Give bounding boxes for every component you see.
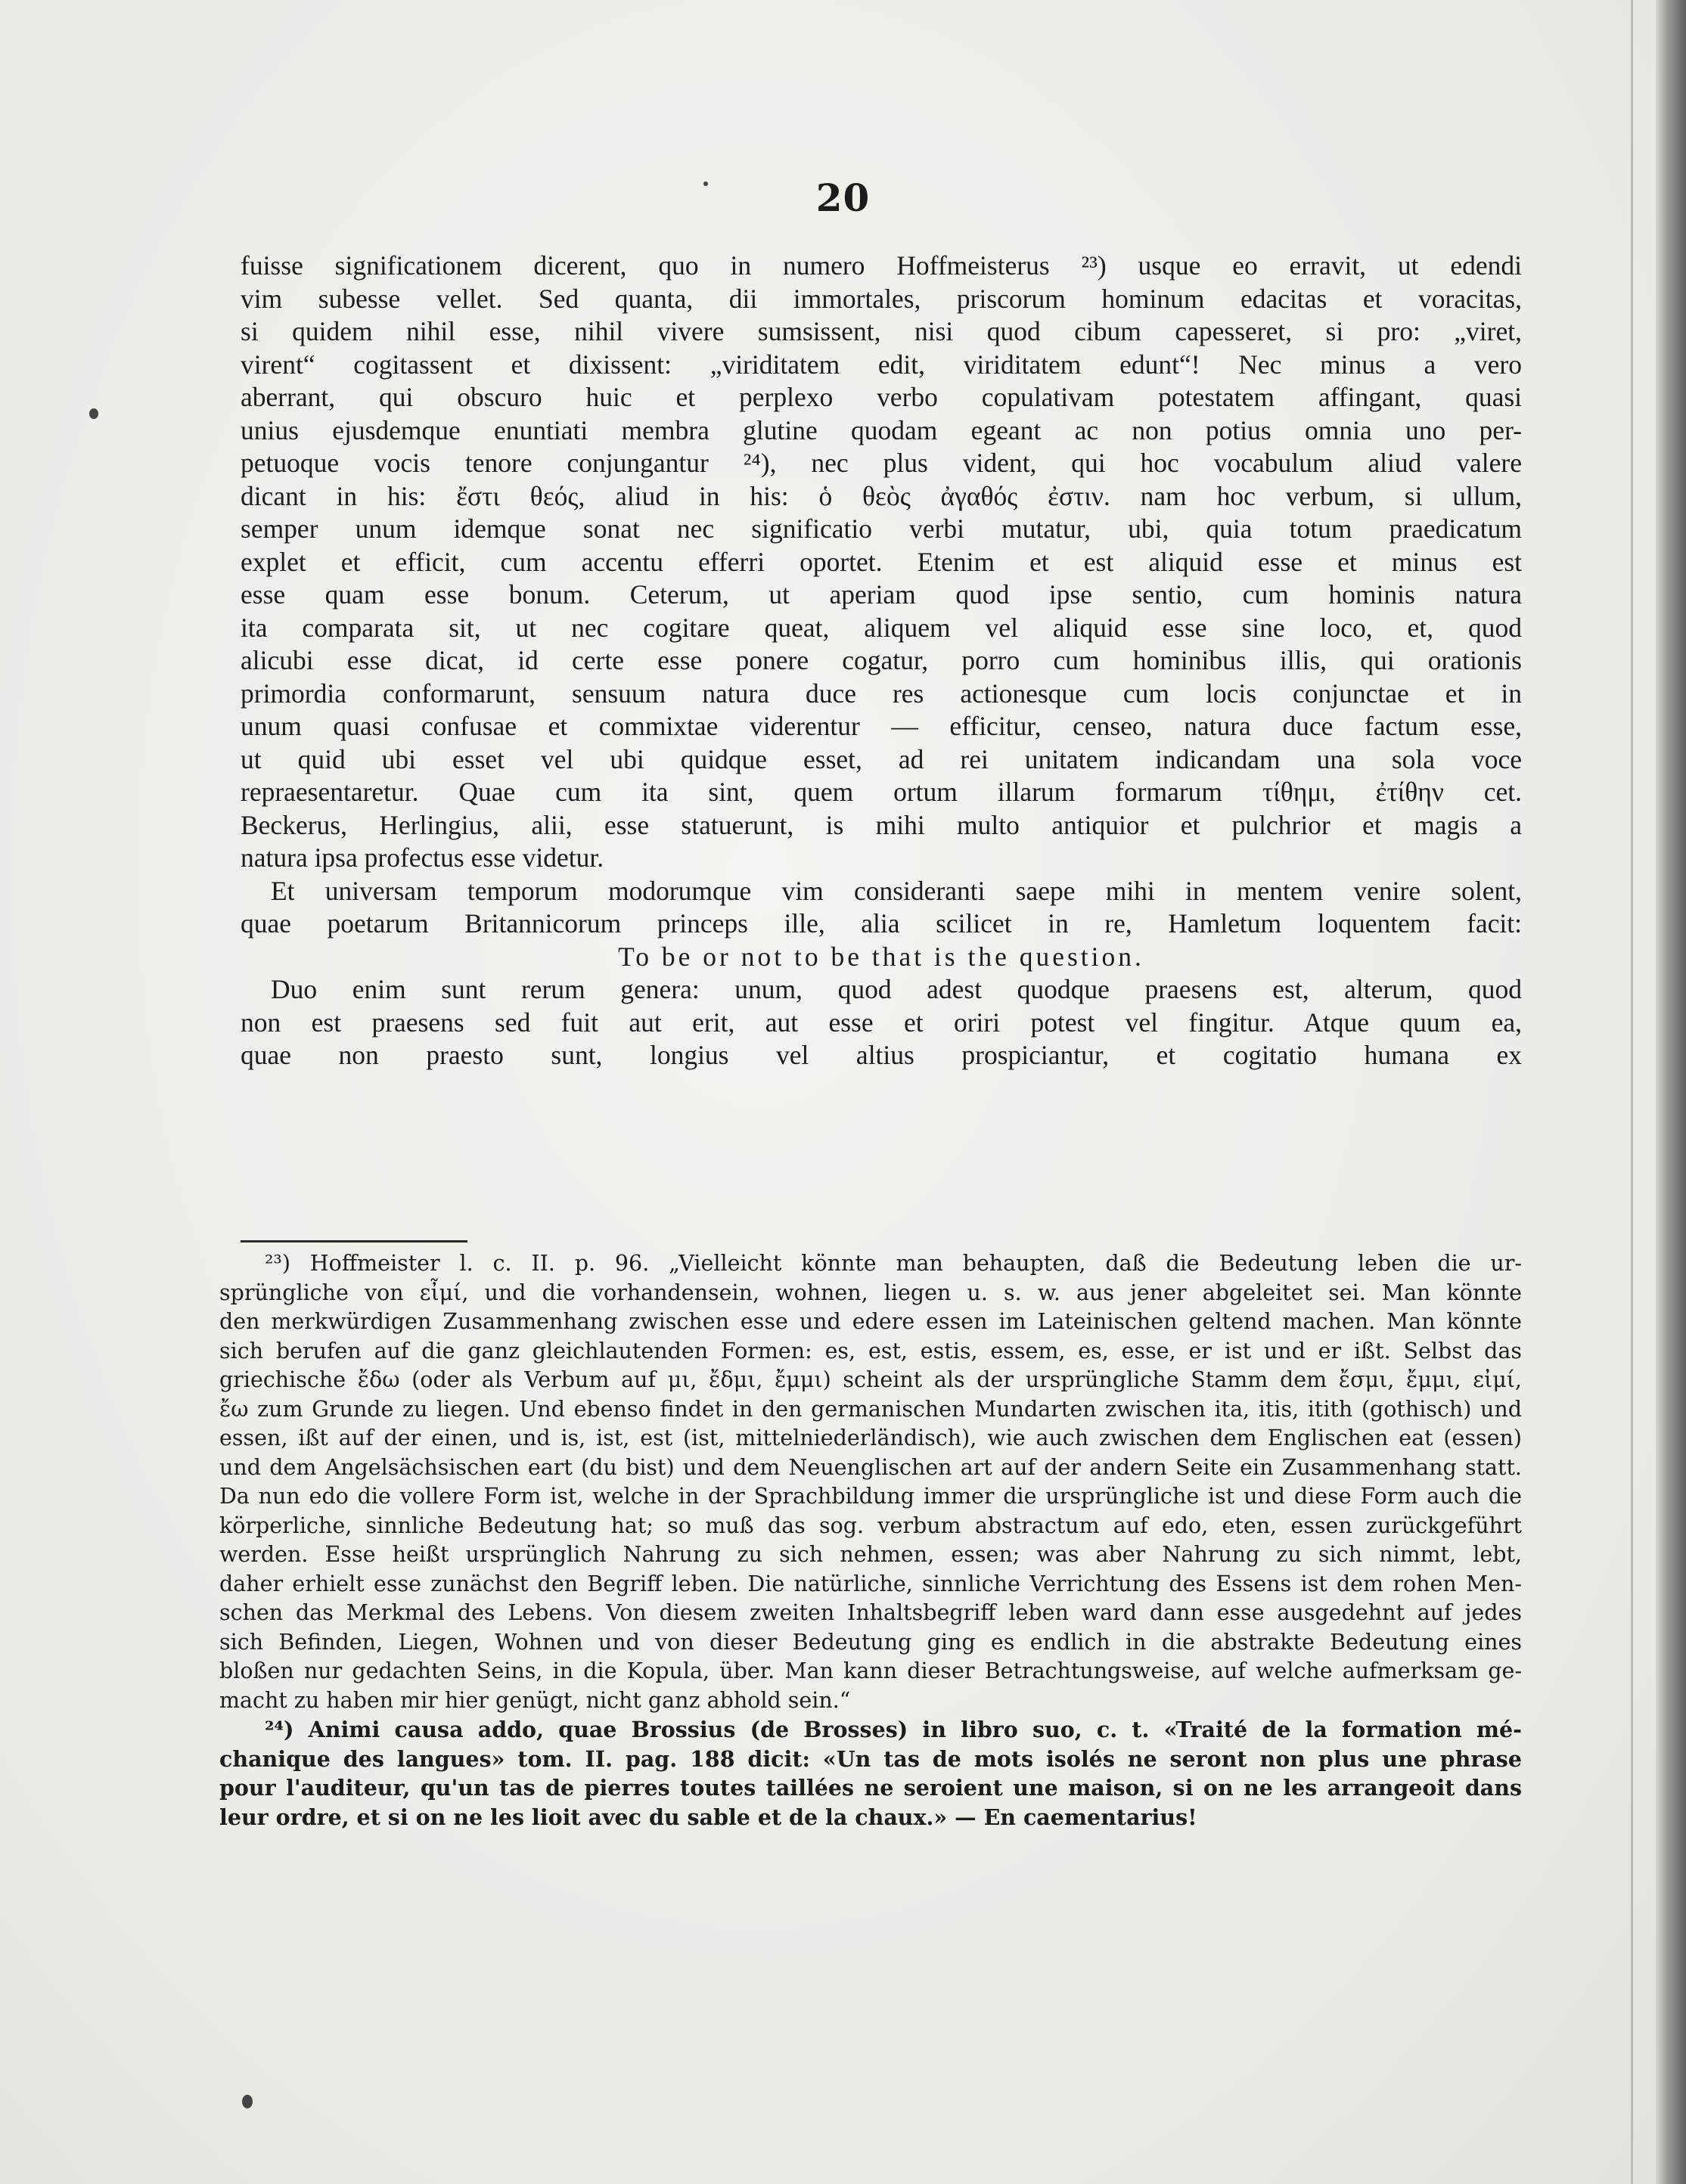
page-fold-line [1631, 0, 1633, 2184]
footnote-23-line-8: und dem Angelsächsischen eart (du bist) und dem Neuenglischen art auf der andern Seite ein Zusammenhang statt. [219, 1454, 1522, 1480]
main-line-18: Beckerus, Herlingius, alii, esse statuerunt, is mihi multo antiquior et pulchrior et magis a [241, 809, 1522, 840]
footnote-24-line-1: ²⁴) Animi causa addo, quae Brossius (de Brosses) in libro suo, c. t. «Traité de la formation mé- [265, 1717, 1522, 1742]
main-line-21: quae poetarum Britannicorum princeps ille, alia scilicet in re, Hamletum loquentem facit: [241, 908, 1522, 938]
page-number: 20 [815, 175, 871, 220]
main-line-1: fuisse significationem dicerent, quo in numero Hoffmeisterus ²³) usque eo erravit, ut edendi [241, 250, 1522, 281]
paper-speck [703, 181, 708, 186]
footnote-23-line-4: sich berufen auf die ganz gleichlautenden Formen: es, est, estis, essem, es, esse, er ist und er ißt. Selbst das [219, 1338, 1522, 1363]
main-line-20: Et universam temporum modorumque vim consideranti saepe mihi in mentem venire solent, [271, 875, 1522, 906]
footnote-23-line-10: körperliche, sinnliche Bedeutung hat; so muß das sog. verbum abstractum auf edo, eten, essen zurückgeführt [219, 1512, 1522, 1538]
footnote-23-line-11: werden. Esse heißt ursprünglich Nahrung zu sich nehmen, essen; was aber Nahrung zu sich nimmt, lebt, [219, 1542, 1522, 1567]
paper-speck [89, 408, 98, 419]
main-line-5: aberrant, qui obscuro huic et perplexo verbo copulativam potestatem affingant, quasi [241, 382, 1522, 412]
footnote-23-line-14: sich Befinden, Liegen, Wohnen und von dieser Bedeutung ging es endlich in die abstrakte Bedeutung eines [219, 1629, 1522, 1655]
main-text-block [241, 250, 1522, 1072]
footnote-24-line-4: leur ordre, et si on ne les lioit avec du sable et de la chaux.» — En caementarius! [219, 1804, 1197, 1830]
footnote-23-line-9: Da nun edo die vollere Form ist, welche in der Sprachbildung immer die ursprüngliche ist und diese Form auch die [219, 1484, 1522, 1509]
main-line-24: non est praesens sed fuit aut erit, aut esse et oriri potest vel fingitur. Atque quum ea, [241, 1007, 1522, 1038]
main-line-3: si quidem nihil esse, nihil vivere sumsissent, nisi quod cibum capesseret, si pro: „viret, [241, 316, 1522, 346]
footnote-23-line-5: griechische ἔδω (oder als Verbum auf μι, ἔδμι, ἔμμι) scheint als der ursprüngliche Stamm dem ἔσμι, ἔμμι, εἰμί, [219, 1367, 1522, 1392]
footnote-separator-rule [241, 1240, 467, 1242]
main-line-10: explet et efficit, cum accentu efferri oportet. Etenim et est aliquid esse et minus est [241, 546, 1522, 577]
footnote-23-line-12: daher erhielt esse zunächst den Begriff leben. Die natürliche, sinnliche Verrichtung des Essens ist dem rohen Men- [219, 1571, 1522, 1596]
main-line-12: ita comparata sit, ut nec cogitare queat, aliquem vel aliquid esse sine loco, et, quod [241, 612, 1522, 643]
main-line-9: semper unum idemque sonat nec significatio verbi mutatur, ubi, quia totum praedicatum [241, 513, 1522, 544]
main-line-8: dicant in his: ἔστι θεός, aliud in his: ὁ θεὸς ἀγαθός ἐστιν. nam hoc verbum, si ullum, [241, 480, 1522, 511]
main-line-23: Duo enim sunt rerum genera: unum, quod adest quodque praesens est, alterum, quod [271, 974, 1522, 1004]
main-line-25: quae non praesto sunt, longius vel altius prospiciantur, et cogitatio humana ex [241, 1040, 1522, 1070]
main-line-15: unum quasi confusae et commixtae viderentur — efficitur, censeo, natura duce factum esse, [241, 711, 1522, 741]
footnotes-block [219, 1249, 1522, 1832]
main-line-13: alicubi esse dicat, id certe esse ponere cogatur, porro cum hominibus illis, qui orationis [241, 645, 1522, 675]
footnote-23-line-3: den merkwürdigen Zusammenhang zwischen esse und edere essen im Lateinischen geltend machen. Man könnte [219, 1309, 1522, 1334]
main-line-16: ut quid ubi esset vel ubi quidque esset, ad rei unitatem indicandam una sola voce [241, 743, 1522, 774]
footnote-23-line-15: bloßen nur gedachten Seins, in die Kopula, über. Man kann dieser Betrachtungsweise, auf welche aufmerksam ge- [219, 1658, 1522, 1683]
paper-speck [242, 2095, 253, 2108]
main-line-6: unius ejusdemque enuntiati membra glutine quodam egeant ac non potius omnia uno per- [241, 414, 1522, 445]
main-line-17: repraesentaretur. Quae cum ita sint, quem ortum illarum formarum τίθημι, ἐτίθην cet. [241, 777, 1522, 807]
main-line-4: virent“ cogitassent et dixissent: „viriditatem edit, viriditatem edunt“! Nec minus a vero [241, 349, 1522, 380]
hamlet-quotation: To be or not to be that is the question. [618, 941, 1144, 972]
footnote-23-line-16: macht zu haben mir hier genügt, nicht ganz abhold sein.“ [219, 1687, 851, 1713]
footnote-23-line-7: essen, ißt auf der einen, und is, ist, est (ist, mittelniederländisch), wie auch zwischen dem Englischen eat (essen) [219, 1425, 1522, 1450]
main-line-2: vim subesse vellet. Sed quanta, dii immortales, priscorum hominum edacitas et voracitas, [241, 283, 1522, 314]
main-line-7: petuoque vocis tenore conjungantur ²⁴), nec plus vident, qui hoc vocabulum aliud valere [241, 448, 1522, 478]
footnote-23-line-2: sprüngliche von εἶμί, und die vorhandensein, wohnen, liegen u. s. w. aus jener abgeleitet sei. Man könnte [219, 1280, 1522, 1305]
footnote-23-line-13: schen das Merkmal des Lebens. Von diesem zweiten Inhaltsbegriff leben ward dann esse ausgedehnt auf jedes [219, 1600, 1522, 1625]
book-spine-shadow [1656, 0, 1686, 2184]
footnote-23-line-6: ἔω zum Grunde zu liegen. Und ebenso findet in den germanischen Mundarten zwischen ita, itis, itith (gothisch) und [219, 1396, 1522, 1422]
main-line-11: esse quam esse bonum. Ceterum, ut aperiam quod ipse sentio, cum hominis natura [241, 579, 1522, 610]
footnote-24-line-2: chanique des langues» tom. II. pag. 188 dicit: «Un tas de mots isolés ne seront non plus une phrase [219, 1745, 1522, 1772]
main-line-19: natura ipsa profectus esse videtur. [241, 842, 604, 873]
footnote-24-line-3: pour l'auditeur, qu'un tas de pierres toutes taillées ne seroient une maison, si on ne les arrangeoit dans [219, 1775, 1522, 1801]
footnote-23-line-1: ²³) Hoffmeister l. c. II. p. 96. „Vielleicht könnte man behaupten, daß die Bedeutung leben die ur- [265, 1251, 1522, 1276]
main-line-14: primordia conformarunt, sensuum natura duce res actionesque cum locis conjunctae et in [241, 678, 1522, 709]
